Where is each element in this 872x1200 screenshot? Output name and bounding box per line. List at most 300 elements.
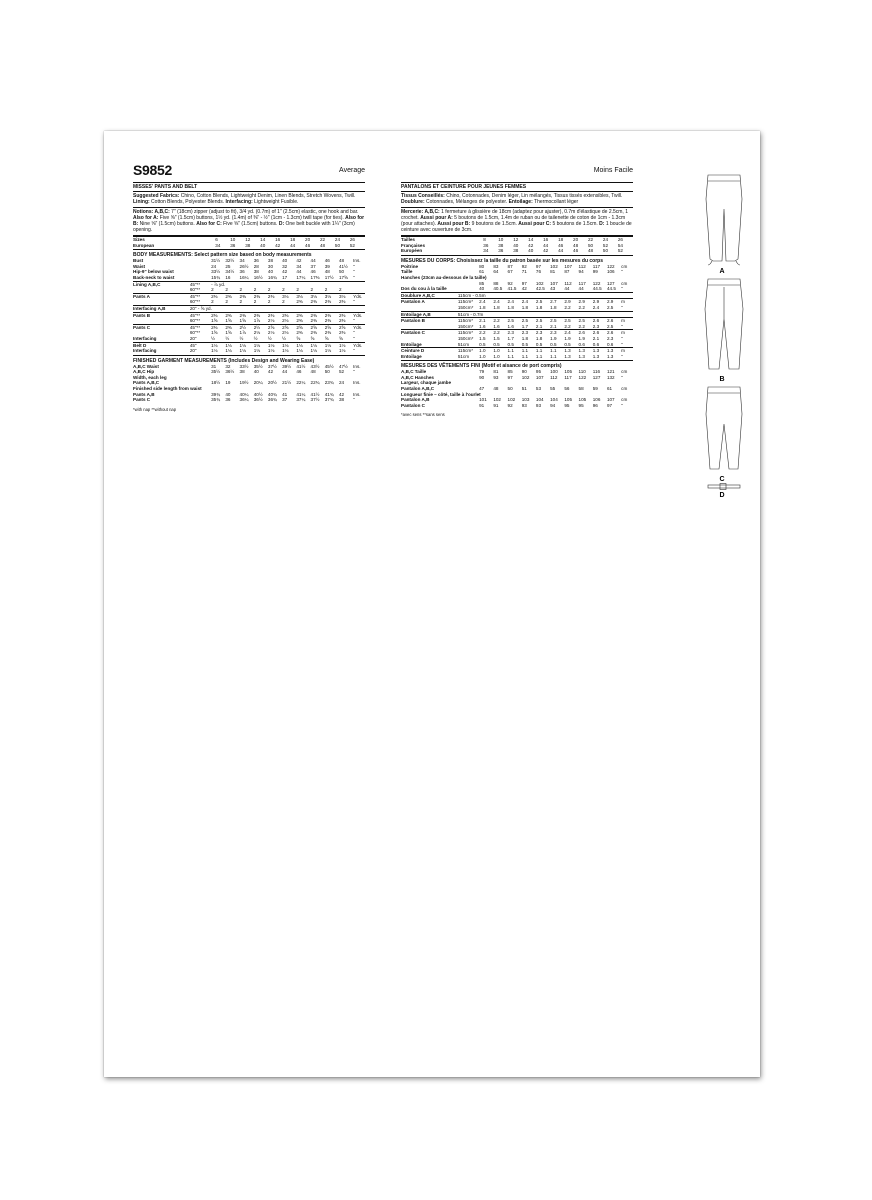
value-cell: 14 xyxy=(260,237,275,243)
value-cell: 18 xyxy=(558,237,573,243)
value-cell: 2 xyxy=(211,287,214,293)
value-cell: ½ xyxy=(282,335,286,341)
value-cell: 52 xyxy=(617,248,623,254)
value-cell: 102 xyxy=(521,374,530,380)
value-cell: 41 xyxy=(282,391,288,397)
value-cell: ⅝ xyxy=(338,335,343,341)
value-cell: 2 xyxy=(253,299,257,305)
value-cell: 1.3 xyxy=(578,353,585,359)
view-b-pants-icon xyxy=(705,279,743,369)
value-cell: 2.2 xyxy=(564,304,571,310)
value-cell: 85 xyxy=(507,369,513,375)
value-cell: 2.5 xyxy=(522,318,536,324)
value-cell: 36¾ xyxy=(267,397,277,403)
value-cell: 20¼ xyxy=(253,380,263,386)
value-cell: 50 xyxy=(334,242,341,248)
value-cell: 2.1 xyxy=(550,323,557,329)
value-cell: 2⅝ xyxy=(268,324,282,330)
value-cell: 1⅛ xyxy=(253,348,261,354)
value-cell: 1⅛ xyxy=(225,342,239,348)
value-cell: 16 xyxy=(275,237,290,243)
value-cell: 112 xyxy=(578,263,586,269)
value-cell: 1⅞ xyxy=(253,318,261,324)
value-cell: 101 xyxy=(479,397,487,403)
value-cell: 40 xyxy=(528,248,534,254)
value-cell: 44 xyxy=(543,242,549,248)
value-cell: 39¾ xyxy=(211,391,221,397)
view-a-label: A xyxy=(719,268,725,275)
value-cell: 6 xyxy=(215,237,230,243)
notions-fr: Mercerie: A,B,C: 1 fermeture à glissière de 18cm (adaptez pour ajuster), 0.7m d'élastique de 2.5cm, 1 crochet. Aussi pour A: 5 boutons de 1.5cm, 1.4m de ruban ou de tailenette de coton de 1cm - 1.3cm (pour attaches). Aussi pour B: 9 boutons de 1.5cm. Aussi pour C: 5 boutons de 1.5cm. D: 1 boucle de ceinture avec ouverture de 3cm. xyxy=(401,208,633,236)
value-cell: 1.0 xyxy=(493,348,507,354)
english-column xyxy=(133,162,365,413)
finished-measurements-fr: A,B,C Taille 79 81 85 90 95 100 105 110 116 121 cm A,B,C Hanches 90 93 97 102 107 112 117 122 127 132 " Largeur, chaque jambe Pantalon A,B,C 47 48 50 51 53 55 56 58 59 61 cm Longueur finie – côté, taille à l'ourlet Pantalon A,B 101 102 102 103 104 104 105 105 106 107 cm Pantalon C 91 91 92 93 93 94 95 95 96 97 " xyxy=(401,369,633,408)
value-cell: 0.5 xyxy=(493,341,500,347)
value-cell: 1.8 xyxy=(521,304,529,310)
value-cell: 1⅛ xyxy=(324,348,332,354)
body-measurements-title-en: BODY MEASUREMENTS: Select pattern size based on body measurements xyxy=(133,249,365,258)
value-cell: 35¾ xyxy=(211,397,221,403)
value-cell: 30 xyxy=(267,263,274,269)
value-cell: 2.9 xyxy=(579,299,593,305)
unit-cell: " xyxy=(621,353,623,359)
value-cell: 36 xyxy=(483,242,489,248)
view-c-label: C xyxy=(719,476,725,483)
value-cell: 40 xyxy=(260,242,266,248)
value-cell: 8 xyxy=(483,237,498,243)
value-cell: 54 xyxy=(617,242,623,248)
value-cell: 41.5 xyxy=(507,286,517,292)
value-cell: 102 xyxy=(535,280,544,286)
value-cell: 42 xyxy=(528,242,534,248)
value-cell: 2.5 xyxy=(550,318,564,324)
value-cell: 50 xyxy=(507,386,513,392)
view-b-label: B xyxy=(719,376,725,383)
value-cell: 90 xyxy=(479,374,485,380)
value-cell: 2.2 xyxy=(578,323,585,329)
value-cell: 87 xyxy=(564,269,570,275)
value-cell: 40½ xyxy=(253,391,263,397)
value-cell: 48 xyxy=(573,242,579,248)
value-cell: 1.1 xyxy=(521,353,529,359)
value-cell: 41½ xyxy=(310,391,320,397)
unit-cell: m xyxy=(621,299,633,305)
value-cell: ⅝ xyxy=(310,335,315,341)
value-cell: 16¼ xyxy=(239,274,249,280)
value-cell: 2⅜ xyxy=(339,312,353,318)
value-cell: 2.3 xyxy=(522,330,536,336)
value-cell: 36 xyxy=(253,258,259,264)
value-cell: 42.5 xyxy=(535,286,545,292)
value-cell: 1.3 xyxy=(592,353,600,359)
value-cell: 42 xyxy=(282,269,288,275)
body-measurements-en: Bust 31½ 32½ 34 36 38 40 42 44 46 48 Ins. Waist 24 25 26½ 28 30 32 34 37 39 41½ " Hip-9" below waist 33½ 34½ 36 38 40 42 44 46 48 50 " Back-neck to waist 15¾ 16 16¼ 16½ 16¾ 17 17¼ 17⅜ 17½ 17⅝ " Lining A,B,C 45"** - ⅞ yd. 60"** 2 2 2 2 2 2 2 2 2 2 Pants A 45"** 2⅜ 2⅜ 2⅜ 2⅜ 2⅜ 3⅛ 3⅛ 3⅛ 3⅛ 3⅛ Yds. 60"** 2 2 2 2 2 2 2⅜ 2⅜ 2⅜ 2⅜ " Interfacing A,B 20" - ⅝ yd. Pants B 45"** 2⅜ 2⅜ 2⅜ 2⅜ 2⅜ 2⅜ 2⅜ 2⅜ 2⅜ 2⅜ Yds. 60"** 1⅝ 1⅝ 1⅝ 1⅞ 2⅛ 2⅛ 2⅜ 2⅜ 2⅜ 2⅜ " Pants C 45"** 2⅜ 2⅜ 2½ 2½ 2⅝ 2⅝ 2⅝ 2⅝ 2⅝ 2⅝ Yds. 60"** 1⅝ 1⅝ 1⅞ 2⅛ 2⅛ 2⅛ 2⅜ 2⅜ 2⅜ 2⅜ " Interfacing 20" ½ ½ ½ ½ ½ ½ ⅝ ⅝ ⅝ ⅝ " Belt D 45" 1⅛ 1⅛ 1⅛ 1⅛ 1⅛ 1⅛ 1⅛ 1⅛ 1⅛ 1⅛ Yds. Interfacing 20" 1⅛ 1⅛ 1⅛ 1⅛ 1⅛ 1⅛ 1⅛ 1⅛ 1⅛ 1⅛ " xyxy=(133,258,365,354)
value-cell: 38 xyxy=(338,397,345,403)
value-cell: 2.6 xyxy=(607,318,621,324)
value-cell: 58 xyxy=(578,386,584,392)
unit-cell: " xyxy=(621,341,623,347)
value-cell: 35½ xyxy=(253,363,263,369)
value-cell: 2.5 xyxy=(579,318,593,324)
value-cell: 32 xyxy=(225,363,231,369)
value-cell: 2⅜ xyxy=(225,324,239,330)
value-cell: 24 xyxy=(211,263,217,269)
value-cell: 2.4 xyxy=(493,299,507,305)
value-cell: 46 xyxy=(558,242,564,248)
value-cell: 87 xyxy=(507,263,513,269)
value-cell: 51 xyxy=(521,386,527,392)
value-cell: 1.3 xyxy=(579,348,593,354)
value-cell: 48 xyxy=(310,369,316,375)
value-cell: 2⅜ xyxy=(282,312,296,318)
value-cell: 2⅝ xyxy=(282,324,296,330)
value-cell: 1.5 xyxy=(479,335,486,341)
unit-cell: Yds. xyxy=(353,342,365,348)
value-cell: 83 xyxy=(493,263,499,269)
value-cell: 1⅛ xyxy=(239,348,246,354)
unit-cell: Yds. xyxy=(353,312,365,318)
value-cell: 46 xyxy=(305,242,311,248)
value-cell: 61 xyxy=(606,386,613,392)
value-cell: 1.3 xyxy=(606,353,614,359)
value-cell: 2.9 xyxy=(564,299,578,305)
value-cell: 34 xyxy=(239,258,245,264)
value-cell: 2 xyxy=(282,299,285,305)
unit-cell: " xyxy=(621,374,623,380)
value-cell: 17⅝ xyxy=(338,274,348,280)
unit-cell: " xyxy=(353,263,355,269)
value-cell: 1⅛ xyxy=(267,348,275,354)
value-cell: 95 xyxy=(535,369,542,375)
value-cell: 2 xyxy=(239,287,243,293)
value-cell: 2⅝ xyxy=(296,324,310,330)
value-cell: 1⅛ xyxy=(211,348,218,354)
unit-cell: Ins. xyxy=(353,258,361,264)
pattern-number: S9852 xyxy=(133,162,172,178)
value-cell: 32 xyxy=(282,263,288,269)
value-cell: 21½ xyxy=(282,380,292,386)
value-cell: 2 xyxy=(310,287,314,293)
value-cell: 2.6 xyxy=(607,330,621,336)
value-cell: 1.8 xyxy=(535,335,543,341)
value-cell: 1⅛ xyxy=(339,342,353,348)
value-cell: 1⅛ xyxy=(310,348,317,354)
pattern-envelope-back xyxy=(104,131,760,1077)
unit-cell: " xyxy=(621,402,623,408)
value-cell: 91 xyxy=(479,402,485,408)
value-cell: 2.9 xyxy=(607,299,621,305)
value-cell: 2 xyxy=(296,287,299,293)
value-cell: 16¾ xyxy=(267,274,277,280)
value-cell: 44.5 xyxy=(592,286,602,292)
value-cell: 2⅜ xyxy=(225,312,239,318)
value-cell: 37¼ xyxy=(296,397,306,403)
unit-cell: cm xyxy=(621,280,628,286)
value-cell: 1⅝ xyxy=(211,318,218,324)
value-cell: 40 xyxy=(267,269,274,275)
value-cell: 2 xyxy=(282,287,285,293)
value-cell: 2.2 xyxy=(493,330,507,336)
french-column xyxy=(401,167,633,418)
value-cell: 2.4 xyxy=(508,299,522,305)
value-cell: 1⅛ xyxy=(282,342,296,348)
value-cell: 48 xyxy=(338,258,345,264)
value-cell: 1.8 xyxy=(479,304,486,310)
value-cell: 79 xyxy=(479,369,485,375)
value-cell: 97 xyxy=(521,280,527,286)
value-cell: 2⅜ xyxy=(296,318,303,324)
value-cell: 1.7 xyxy=(521,323,529,329)
view-d-label: D xyxy=(719,492,725,499)
value-cell: 3⅛ xyxy=(325,293,339,299)
value-cell: 2⅜ xyxy=(211,324,225,330)
value-cell: 95 xyxy=(564,402,570,408)
unit-cell: cm xyxy=(621,386,628,392)
value-cell: ½ xyxy=(211,335,215,341)
value-cell: 17¼ xyxy=(296,274,306,280)
value-cell: 16½ xyxy=(253,274,263,280)
value-cell: 1.9 xyxy=(564,335,571,341)
value-cell: 95 xyxy=(578,402,584,408)
unit-cell: m xyxy=(621,330,633,336)
value-cell: 41½ xyxy=(296,363,306,369)
value-cell: 99 xyxy=(592,269,598,275)
value-cell: 1.8 xyxy=(521,335,529,341)
unit-cell: " xyxy=(353,330,355,336)
value-cell: 1.0 xyxy=(479,353,486,359)
value-cell: 88 xyxy=(493,280,499,286)
view-drawings xyxy=(688,169,758,669)
footnote-en: *with nap **without nap xyxy=(133,406,177,412)
value-cell: 40 xyxy=(513,242,519,248)
value-cell: 40 xyxy=(479,286,485,292)
value-cell: 46 xyxy=(296,369,302,375)
value-cell: 3⅛ xyxy=(339,293,353,299)
value-cell: 102 xyxy=(493,397,501,403)
value-cell: 17⅜ xyxy=(310,274,320,280)
value-cell: 42 xyxy=(543,248,549,254)
value-cell: 3⅛ xyxy=(282,293,296,299)
value-cell: 97 xyxy=(606,402,613,408)
size-table-fr: Tailles 8 10 12 14 16 18 20 22 24 26 Françaises 36 38 40 42 44 46 48 50 52 54 Européen 34 36 38 40 42 44 46 48 50 52 xyxy=(401,236,633,254)
value-cell: 53 xyxy=(535,386,542,392)
value-cell: 105 xyxy=(564,397,572,403)
value-cell: 93 xyxy=(535,402,542,408)
value-cell: 44 xyxy=(296,269,302,275)
value-cell: 2⅜ xyxy=(254,293,268,299)
value-cell: 2.4 xyxy=(564,330,578,336)
value-cell: 2⅜ xyxy=(338,299,346,305)
value-cell: 0.5 xyxy=(507,341,514,347)
value-cell: 2⅜ xyxy=(240,293,254,299)
view-c-pants-icon xyxy=(706,387,742,469)
value-cell: 1⅛ xyxy=(282,348,289,354)
value-cell: 2.9 xyxy=(593,299,607,305)
value-cell: 90 xyxy=(521,369,527,375)
value-cell: ⅝ xyxy=(324,335,329,341)
value-cell: 107 xyxy=(550,280,558,286)
fabrics-en: Suggested Fabrics: Chino, Cotton Blends, Lightweight Denim, Linen Blends, Stretch Wovens, Twill. Lining: Cotton Blends, Polyester Blends. Interfacing: Lightweight Fusible. xyxy=(133,192,365,208)
value-cell: 116 xyxy=(592,369,601,375)
value-cell: 94 xyxy=(550,402,556,408)
value-cell: 2.4 xyxy=(592,304,600,310)
notions-en: Notions: A,B,C: 7" (18cm) zipper (adjust to fit), 3/4 yd. (0.7m) of 1" (2.5cm) elastic, one hook and bar. Also for A: Five ⅝" (1.5cm) buttons, 1½ yd. (1.4m) of ⅜" - ½" (1cm - 1.3cm) twill tape (for ties). Also for B: Nine ⅝" (1.5cm) buttons. Also for C: Five ⅝" (1.5cm) buttons. D: One belt buckle with 1¼" (3cm) opening. xyxy=(133,208,365,236)
value-cell: 121 xyxy=(606,369,615,375)
value-cell: 10 xyxy=(230,237,245,243)
value-cell: 44 xyxy=(310,258,316,264)
value-cell: 2⅜ xyxy=(296,330,303,336)
value-cell: 112 xyxy=(564,280,572,286)
value-cell: 1.6 xyxy=(507,323,514,329)
value-cell: 1.1 xyxy=(507,353,514,359)
value-cell: 96 xyxy=(592,402,598,408)
value-cell: 1⅛ xyxy=(325,342,339,348)
value-cell: 46 xyxy=(324,258,330,264)
unit-cell: Yds. xyxy=(353,293,365,299)
value-cell: 1.1 xyxy=(536,348,550,354)
value-cell: 48 xyxy=(319,242,326,248)
finished-measurements-title-en: FINISHED GARMENT MEASUREMENTS (Includes Design and Wearing Ease) xyxy=(133,355,365,364)
value-cell: 37½ xyxy=(267,363,277,369)
value-cell: 22¼ xyxy=(296,380,306,386)
value-cell: 52 xyxy=(602,242,609,248)
value-cell: 23¾ xyxy=(324,380,334,386)
value-cell: 2.3 xyxy=(550,330,564,336)
value-cell: 47½ xyxy=(338,363,348,369)
value-cell: 37 xyxy=(310,263,316,269)
header-en xyxy=(133,162,365,183)
value-cell: 2 xyxy=(239,299,243,305)
value-cell: 2 xyxy=(324,287,328,293)
value-cell: 2.6 xyxy=(593,318,607,324)
value-cell: 39½ xyxy=(282,363,292,369)
value-cell: 0.5 xyxy=(521,341,529,347)
view-a-pants-icon xyxy=(706,175,742,265)
value-cell: 40¼ xyxy=(239,391,249,397)
value-cell: 19½ xyxy=(239,380,249,386)
value-cell: 1.9 xyxy=(578,335,585,341)
value-cell: 36 xyxy=(498,248,504,254)
value-cell: 2⅜ xyxy=(325,312,339,318)
body-measurements-fr: Poitrine 80 83 87 92 97 102 107 112 117 122 cm Taille 61 64 67 71 76 81 87 94 99 106 " Hanches (23cm au-dessous de la taille) 85 88 92 97 102 107 112 117 122 127 cm Dos du cou à la taille 40 40.5 41.5 42 42.5 43 44 44 44.5 44.5 " Doublure A,B,C 115cm - 0.5m Pantalon A 115cm* 2.4 2.4 2.4 2.4 2.5 2.7 2.9 2.9 2.9 2.9 m 150cm* 1.8 1.8 1.8 1.8 1.8 1.8 2.2 2.2 2.4 2.5 " Entoilage A,B 51cm - 0.7m Pantalon B 115cm* 2.1 2.2 2.5 2.5 2.5 2.5 2.5 2.5 2.6 2.6 m 150cm* 1.6 1.6 1.6 1.7 2.1 2.1 2.2 2.2 2.3 2.5 " Pantalon C 115cm* 2.2 2.2 2.3 2.3 2.3 2.3 2.4 2.6 2.6 2.6 m 150cm* 1.5 1.5 1.7 1.8 1.8 1.9 1.9 1.9 2.1 2.3 " Entoilage 51cm 0.5 0.5 0.5 0.5 0.5 0.5 0.5 0.6 0.6 0.6 " Ceinture D 115cm* 1.0 1.0 1.1 1.1 1.1 1.1 1.3 1.3 1.3 1.3 m Entoilage 51cm 1.0 1.0 1.1 1.1 1.1 1.1 1.3 1.3 1.3 1.3 " xyxy=(401,264,633,360)
value-cell: 1.1 xyxy=(550,348,564,354)
value-cell: 31 xyxy=(211,363,217,369)
value-cell: 2⅜ xyxy=(324,299,332,305)
value-cell: 50 xyxy=(338,269,345,275)
value-cell: 1.3 xyxy=(564,353,571,359)
value-cell: 2⅜ xyxy=(268,293,282,299)
value-cell: 117 xyxy=(564,374,572,380)
value-cell: ½ xyxy=(239,335,244,341)
value-cell: 33½ xyxy=(239,363,249,369)
value-cell: 1.3 xyxy=(607,348,621,354)
value-cell: 0.6 xyxy=(592,341,600,347)
value-cell: 102 xyxy=(550,263,558,269)
value-cell: 22 xyxy=(320,237,335,243)
size-table-en: Sizes 6 10 12 14 16 18 20 22 24 26 European 34 36 38 40 42 44 46 48 50 52 xyxy=(133,236,365,248)
value-cell: 2.3 xyxy=(606,335,614,341)
value-cell: 1⅛ xyxy=(225,348,232,354)
value-cell: 103 xyxy=(521,397,530,403)
value-cell: 1⅛ xyxy=(311,342,325,348)
value-cell: 2⅝ xyxy=(339,324,353,330)
value-cell: 44 xyxy=(564,286,570,292)
value-cell: 2⅜ xyxy=(310,330,317,336)
value-cell: 1.8 xyxy=(535,304,543,310)
value-cell: 41¼ xyxy=(296,391,306,397)
value-cell: 85 xyxy=(479,280,485,286)
value-cell: 36½ xyxy=(225,369,235,375)
value-cell: 14 xyxy=(528,237,543,243)
value-cell: 48 xyxy=(587,248,594,254)
value-cell: 44 xyxy=(558,248,564,254)
value-cell: 26½ xyxy=(239,263,249,269)
value-cell: 107 xyxy=(535,374,544,380)
value-cell: 20 xyxy=(573,237,588,243)
value-cell: 76 xyxy=(535,269,542,275)
value-cell: 2⅛ xyxy=(253,330,261,336)
value-cell: 1.1 xyxy=(508,348,522,354)
value-cell: 2⅛ xyxy=(267,318,275,324)
value-cell: 1.1 xyxy=(535,353,543,359)
value-cell: 1⅛ xyxy=(296,342,310,348)
value-cell: 2.4 xyxy=(479,299,493,305)
value-cell: 1.6 xyxy=(479,323,486,329)
value-cell: 2.1 xyxy=(592,335,600,341)
value-cell: 92 xyxy=(521,263,527,269)
value-cell: 46 xyxy=(573,248,579,254)
value-cell: 93 xyxy=(521,402,527,408)
value-cell: 34½ xyxy=(225,269,235,275)
value-cell: 52 xyxy=(338,369,345,375)
value-cell: 16 xyxy=(225,274,231,280)
value-cell: 2⅜ xyxy=(225,293,239,299)
value-cell: 80 xyxy=(479,263,485,269)
value-cell: 34 xyxy=(483,248,489,254)
value-cell: 106 xyxy=(606,269,615,275)
value-cell: 2⅛ xyxy=(282,318,289,324)
value-cell: 36 xyxy=(225,397,231,403)
unit-cell: " xyxy=(621,286,623,292)
value-cell: 1.3 xyxy=(593,348,607,354)
value-cell: 2⅜ xyxy=(324,318,332,324)
value-cell: 12 xyxy=(245,237,260,243)
value-cell: 92 xyxy=(507,280,513,286)
value-cell: 117 xyxy=(592,263,601,269)
value-cell: 34 xyxy=(296,263,302,269)
value-cell: 122 xyxy=(606,263,615,269)
value-cell: 26 xyxy=(618,237,633,243)
value-cell: 2⅜ xyxy=(211,312,225,318)
value-cell: 38 xyxy=(253,269,259,275)
value-cell: 1⅛ xyxy=(240,342,254,348)
value-cell: 52 xyxy=(349,242,355,248)
value-cell: 50 xyxy=(324,369,330,375)
value-cell: 1.8 xyxy=(550,304,557,310)
value-cell: 2.6 xyxy=(593,330,607,336)
value-cell: 67 xyxy=(507,269,513,275)
value-cell: 1⅞ xyxy=(239,330,246,336)
value-cell: 12 xyxy=(513,237,528,243)
value-cell: 2⅛ xyxy=(282,330,289,336)
value-cell: 0.5 xyxy=(479,341,486,347)
value-cell: 2 xyxy=(225,287,228,293)
value-cell: 43 xyxy=(550,286,556,292)
value-cell: 110 xyxy=(578,369,586,375)
value-cell: 25 xyxy=(225,263,231,269)
value-cell: 1⅝ xyxy=(239,318,246,324)
value-cell: 112 xyxy=(550,374,558,380)
